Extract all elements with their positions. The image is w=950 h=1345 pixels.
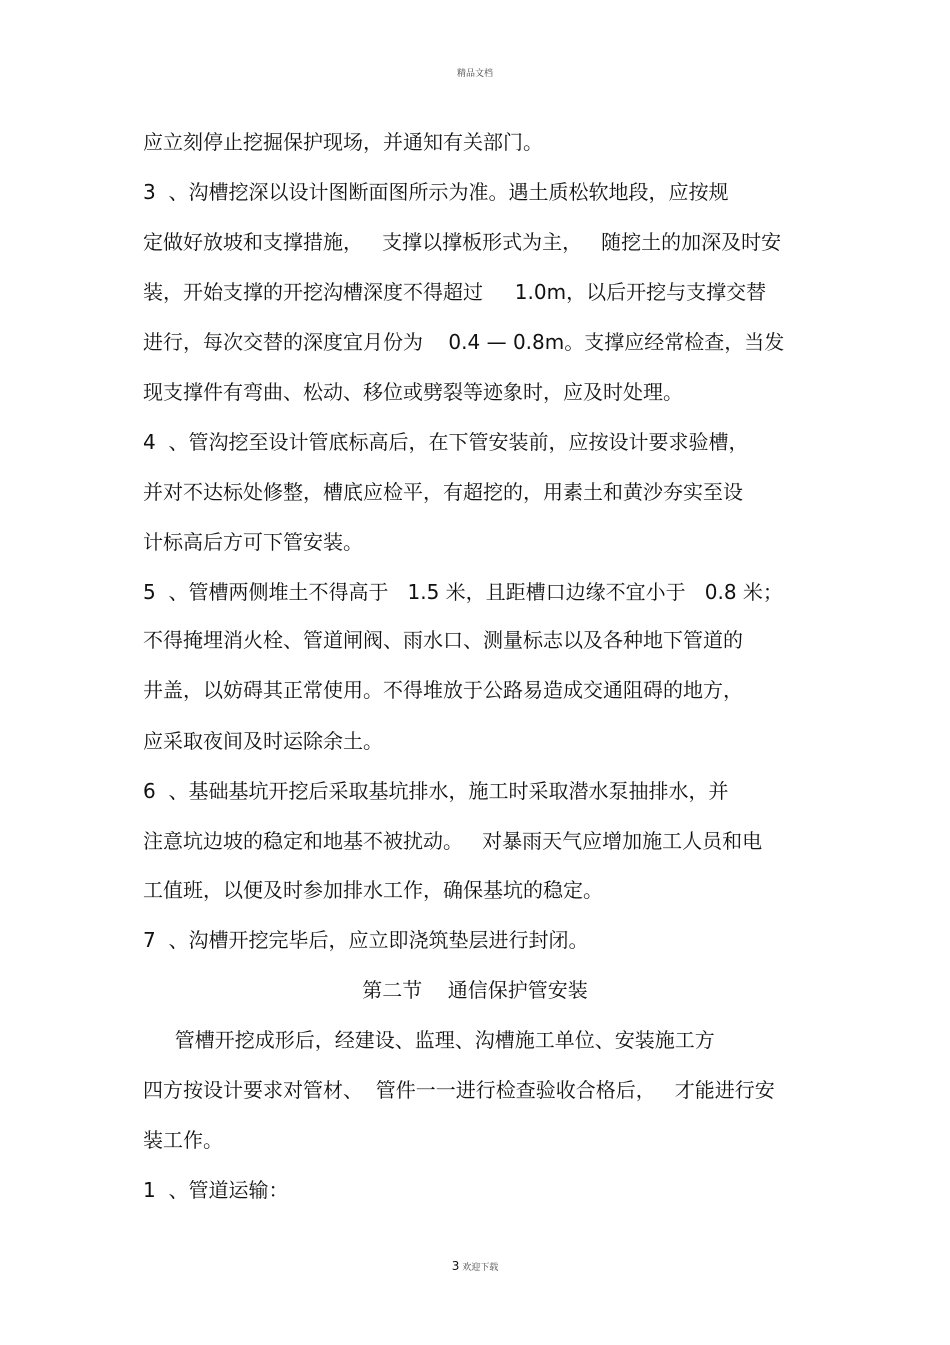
- text-line: 1 、管道运输：: [143, 1178, 289, 1202]
- text-line: 4 、管沟挖至设计管底标高后，在下管安装前，应按设计要求验槽，: [143, 430, 749, 454]
- text-line: 管槽开挖成形后，经建设、监理、沟槽施工单位、安装施工方: [143, 1028, 715, 1052]
- text-line: 装工作。: [143, 1128, 223, 1152]
- text-line: 7 、沟槽开挖完毕后，应立即浇筑垫层进行封闭。: [143, 928, 589, 952]
- text-line: 3 、沟槽挖深以设计图断面图所示为准。遇土质松软地段，应按规: [143, 180, 729, 204]
- text-line: 5 、管槽两侧堆土不得高于 1.5 米，且距槽口边缘不宜小于 0.8 米；: [143, 580, 783, 604]
- text-line: 工值班，以便及时参加排水工作，确保基坑的稳定。: [143, 878, 603, 902]
- footer-text: 欢迎下载: [462, 1263, 499, 1273]
- text-line: 井盖，以妨碍其正常使用。不得堆放于公路易造成交通阻碍的地方，: [143, 678, 743, 702]
- page-header: 精品文档: [456, 69, 493, 79]
- text-line: 装，开始支撑的开挖沟槽深度不得超过 1.0m，以后开挖与支撑交替: [143, 280, 767, 304]
- text-line: 并对不达标处修整，槽底应检平，有超挖的，用素土和黄沙夯实至设: [143, 480, 743, 504]
- text-line: 定做好放坡和支撑措施， 支撑以撑板形式为主， 随挖土的加深及时安: [143, 230, 782, 254]
- text-line: 现支撑件有弯曲、松动、移位或劈裂等迹象时，应及时处理。: [143, 380, 683, 404]
- text-line: 应立刻停止挖掘保护现场，并通知有关部门。: [143, 130, 543, 154]
- text-line: 计标高后方可下管安装。: [143, 530, 363, 554]
- text-line: 不得掩埋消火栓、管道闸阀、雨水口、测量标志以及各种地下管道的: [143, 628, 743, 652]
- page-footer: [0, 1259, 950, 1273]
- text-line: 6 、基础基坑开挖后采取基坑排水，施工时采取潜水泵抽排水，并: [143, 779, 729, 803]
- text-line: 应采取夜间及时运除余土。: [143, 729, 383, 753]
- page-number: 3: [451, 1259, 460, 1273]
- text-line: 进行，每次交替的深度宜月份为 0.4 — 0.8m。支撑应经常检查，当发: [143, 330, 785, 354]
- text-line: 注意坑边坡的稳定和地基不被扰动。 对暴雨天气应增加施工人员和电: [143, 829, 763, 853]
- text-line: 四方按设计要求对管材、 管件一一进行检查验收合格后， 才能进行安: [143, 1078, 775, 1102]
- section-title: 第二节 通信保护管安装: [362, 978, 588, 1002]
